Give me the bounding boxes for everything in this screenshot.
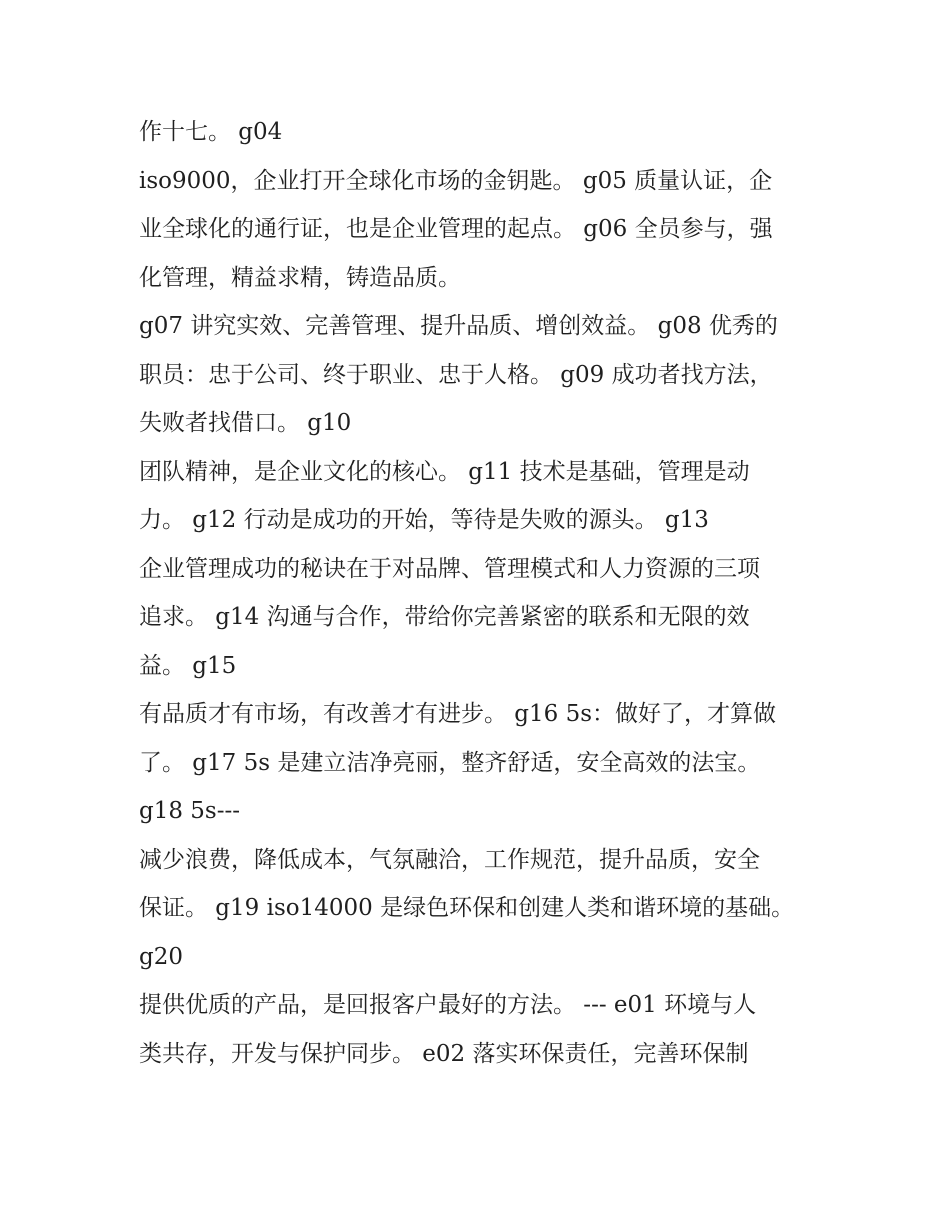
text-line: 益。 g15 <box>139 652 237 679</box>
text-line: 减少浪费，降低成本，气氛融洽，工作规范，提升品质，安全 <box>139 846 760 873</box>
text-line: 有品质才有市场，有改善才有进步。 g16 5s：做好了，才算做 <box>139 701 777 727</box>
text-line: 职员：忠于公司、终于职业、忠于人格。 g09 成功者找方法， <box>139 361 773 388</box>
text-line: 化管理，精益求精，铸造品质。 <box>139 264 461 291</box>
text-line: 保证。 g19 iso14000 是绿色环保和创建人类和谐环境的基础。 <box>139 895 795 921</box>
text-line: 追求。 g14 沟通与合作，带给你完善紧密的联系和无限的效 <box>139 604 750 630</box>
text-line: 提供优质的产品，是回报客户最好的方法。 --- e01 环境与人 <box>139 992 757 1018</box>
text-line: iso9000，企业打开全球化市场的金钥匙。 g05 质量认证，企 <box>139 167 773 194</box>
text-line: g18 5s--- <box>139 798 241 824</box>
text-line: 失败者找借口。 g10 <box>139 410 352 436</box>
document-body <box>139 108 829 1078</box>
text-line: 作十七。 g04 <box>139 119 283 145</box>
text-line: 了。 g17 5s 是建立洁净亮丽，整齐舒适，安全高效的法宝。 <box>139 749 761 776</box>
text-line: 企业管理成功的秘诀在于对品牌、管理模式和人力资源的三项 <box>139 555 760 582</box>
text-line: 类共存，开发与保护同步。 e02 落实环保责任，完善环保制 <box>139 1040 749 1067</box>
text-line: 业全球化的通行证，也是企业管理的起点。 g06 全员参与，强 <box>139 216 773 242</box>
text-line: g20 <box>139 943 183 970</box>
text-line: 力。 g12 行动是成功的开始，等待是失败的源头。 g13 <box>139 507 709 533</box>
text-line: g07 讲究实效、完善管理、提升品质、增创效益。 g08 优秀的 <box>139 313 778 339</box>
text-line: 团队精神，是企业文化的核心。 g11 技术是基础，管理是动 <box>139 458 750 485</box>
